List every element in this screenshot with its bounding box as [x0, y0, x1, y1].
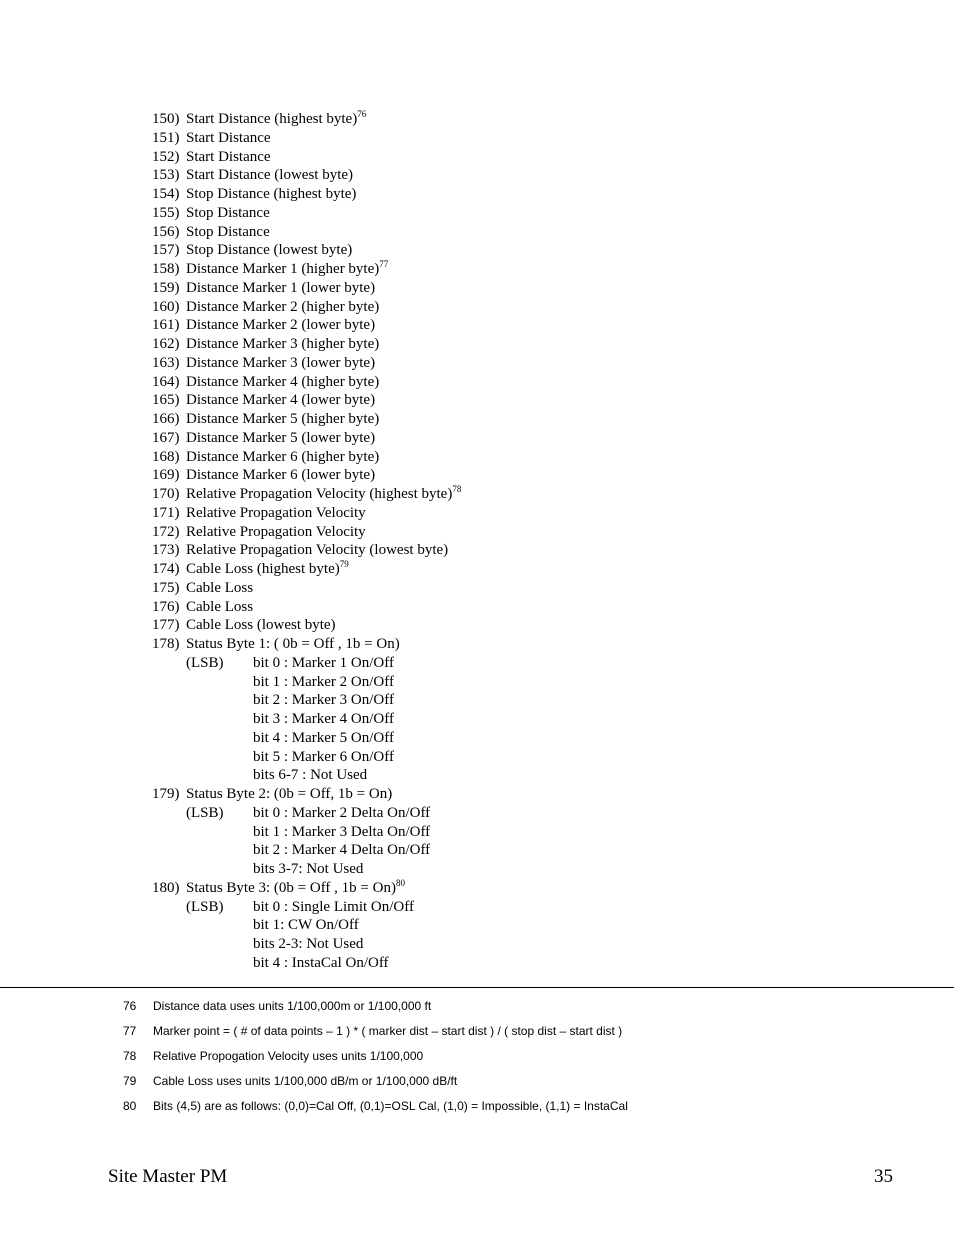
item-number: 167)	[152, 429, 180, 446]
item-text: Status Byte 3: (0b = Off , 1b = On)	[186, 879, 396, 896]
bit-description: bit 0 : Single Limit On/Off	[253, 898, 414, 915]
bit-row	[152, 898, 892, 917]
list-item	[152, 129, 892, 148]
bit-description: bit 4 : Marker 5 On/Off	[253, 729, 394, 746]
bit-description: bit 2 : Marker 3 On/Off	[253, 692, 394, 709]
item-text: Stop Distance	[186, 204, 270, 221]
bit-row	[152, 673, 892, 692]
list-item	[152, 560, 892, 579]
bit-row	[152, 954, 892, 973]
list-item	[152, 485, 892, 504]
list-item	[152, 279, 892, 298]
list-item	[152, 579, 892, 598]
item-number: 177)	[152, 617, 180, 634]
bit-row	[152, 654, 892, 673]
item-number: 173)	[152, 542, 180, 559]
item-text: Distance Marker 4 (lower byte)	[186, 392, 376, 409]
bit-row	[152, 935, 892, 954]
item-text: Relative Propagation Velocity	[186, 504, 366, 521]
item-text: Relative Propagation Velocity	[186, 523, 366, 540]
item-text: Distance Marker 6 (lower byte)	[186, 467, 376, 484]
item-number: 168)	[152, 448, 180, 465]
list-item	[152, 166, 892, 185]
footnote-number: 77	[123, 1024, 137, 1038]
footnote	[123, 1096, 903, 1121]
item-text: Start Distance (highest byte)	[186, 111, 358, 127]
list-item	[152, 335, 892, 354]
bit-row	[152, 823, 892, 842]
bit-description: bit 0 : Marker 1 On/Off	[253, 654, 394, 671]
list-item	[152, 316, 892, 335]
list-item	[152, 298, 892, 317]
bit-row	[152, 710, 892, 729]
footnote-ref: 77	[379, 259, 389, 269]
footnotes	[123, 996, 903, 1121]
list-item	[152, 541, 892, 560]
item-number: 155)	[152, 204, 180, 221]
item-text: Distance Marker 2 (higher byte)	[186, 298, 380, 315]
bit-row	[152, 691, 892, 710]
item-text: Cable Loss	[186, 579, 254, 596]
item-text: Distance Marker 4 (higher byte)	[186, 373, 380, 390]
list-item	[152, 879, 892, 898]
item-text: Stop Distance (lowest byte)	[186, 242, 353, 259]
footnote-divider	[0, 987, 954, 988]
item-text: Distance Marker 2 (lower byte)	[186, 317, 376, 334]
bit-description: bit 4 : InstaCal On/Off	[253, 954, 389, 971]
footnote	[123, 996, 903, 1021]
list-item	[152, 523, 892, 542]
item-number: 150)	[152, 111, 180, 127]
list-item	[152, 148, 892, 167]
footnote-number: 76	[123, 999, 137, 1013]
footnote-number: 78	[123, 1049, 137, 1063]
item-text: Distance Marker 1 (higher byte)	[186, 261, 380, 277]
list-item	[152, 110, 892, 129]
bit-description: bit 2 : Marker 4 Delta On/Off	[253, 842, 431, 859]
item-text: Start Distance	[186, 148, 271, 165]
bit-row	[152, 766, 892, 785]
item-number: 153)	[152, 167, 180, 184]
item-number: 164)	[152, 373, 180, 390]
item-text: Relative Propagation Velocity (highest byte)	[186, 486, 453, 502]
list-item	[152, 635, 892, 654]
footnote	[123, 1021, 903, 1046]
item-text: Stop Distance (highest byte)	[186, 186, 357, 202]
bit-description: bit 1 : Marker 3 Delta On/Off	[253, 823, 431, 840]
item-text: Start Distance (lowest byte)	[186, 167, 354, 184]
item-number: 151)	[152, 129, 180, 146]
item-number: 170)	[152, 486, 180, 502]
list-item	[152, 448, 892, 467]
item-number: 169)	[152, 467, 180, 484]
list-item	[152, 260, 892, 279]
bit-description: bit 1 : Marker 2 On/Off	[253, 673, 394, 690]
list-item	[152, 223, 892, 242]
bit-row	[152, 841, 892, 860]
footnote	[123, 1046, 903, 1071]
list-item	[152, 504, 892, 523]
item-text: Start Distance	[186, 129, 271, 146]
item-text: Distance Marker 5 (lower byte)	[186, 429, 376, 446]
list-item	[152, 185, 892, 204]
list-item	[152, 410, 892, 429]
item-number: 166)	[152, 411, 180, 427]
footnote-text: Marker point = ( # of data points – 1 ) * ( marker dist – start dist ) / ( stop dist – start dist )	[153, 1024, 623, 1038]
bit-description: bits 3-7: Not Used	[253, 861, 364, 877]
item-text: Distance Marker 6 (higher byte)	[186, 448, 380, 465]
item-number: 159)	[152, 279, 180, 296]
item-text: Cable Loss	[186, 598, 254, 615]
item-number: 175)	[152, 579, 180, 596]
page-number: 35	[874, 1166, 893, 1187]
bit-description: bit 3 : Marker 4 On/Off	[253, 711, 394, 727]
footnote	[123, 1071, 903, 1096]
byte-list	[152, 110, 892, 973]
footnote-number: 79	[123, 1074, 137, 1088]
footnote-ref: 79	[339, 559, 349, 569]
item-text: Distance Marker 1 (lower byte)	[186, 279, 376, 296]
item-text: Distance Marker 3 (higher byte)	[186, 336, 380, 352]
bit-description: bit 0 : Marker 2 Delta On/Off	[253, 804, 431, 821]
bit-row	[152, 916, 892, 935]
list-item	[152, 354, 892, 373]
footnote-text: Relative Propogation Velocity uses units 1/100,000	[153, 1049, 424, 1063]
item-number: 154)	[152, 186, 180, 202]
item-number: 165)	[152, 392, 180, 409]
item-number: 161)	[152, 317, 180, 334]
item-number: 163)	[152, 354, 180, 371]
item-text: Relative Propagation Velocity (lowest byte)	[186, 542, 449, 559]
list-item	[152, 429, 892, 448]
list-item	[152, 391, 892, 410]
list-item	[152, 466, 892, 485]
bit-row	[152, 804, 892, 823]
list-item	[152, 598, 892, 617]
footnote-ref: 76	[357, 109, 367, 119]
item-number: 178)	[152, 636, 180, 652]
item-text: Distance Marker 3 (lower byte)	[186, 354, 376, 371]
list-item	[152, 373, 892, 392]
item-text: Distance Marker 5 (higher byte)	[186, 411, 380, 427]
footnote-text: Distance data uses units 1/100,000m or 1/100,000 ft	[153, 999, 432, 1013]
item-number: 180)	[152, 879, 180, 896]
item-text: Cable Loss (highest byte)	[186, 561, 340, 577]
lsb-label: (LSB)	[186, 654, 224, 671]
bit-description: bit 5 : Marker 6 On/Off	[253, 748, 394, 765]
item-number: 179)	[152, 786, 180, 802]
item-text: Cable Loss (lowest byte)	[186, 617, 336, 634]
item-text: Status Byte 2: (0b = Off, 1b = On)	[186, 786, 393, 802]
bit-description: bit 1: CW On/Off	[253, 917, 359, 934]
list-item	[152, 616, 892, 635]
item-number: 152)	[152, 148, 180, 165]
item-number: 176)	[152, 598, 180, 615]
bit-description: bits 6-7 : Not Used	[253, 767, 368, 784]
bit-description: bits 2-3: Not Used	[253, 936, 364, 952]
footer-title: Site Master PM	[108, 1166, 228, 1187]
list-item	[152, 241, 892, 260]
bit-row	[152, 729, 892, 748]
item-number: 157)	[152, 242, 180, 259]
lsb-label: (LSB)	[186, 898, 224, 915]
footnote-text: Cable Loss uses units 1/100,000 dB/m or 1/100,000 dB/ft	[153, 1074, 458, 1088]
item-number: 160)	[152, 298, 180, 315]
item-number: 156)	[152, 223, 180, 240]
footnote-text: Bits (4,5) are as follows: (0,0)=Cal Off, (0,1)=OSL Cal, (1,0) = Impossible, (1,1) = InstaCal	[153, 1099, 628, 1113]
item-number: 162)	[152, 336, 180, 352]
item-number: 171)	[152, 504, 180, 521]
item-number: 172)	[152, 523, 180, 540]
footnote-number: 80	[123, 1099, 137, 1113]
list-item	[152, 785, 892, 804]
item-text: Stop Distance	[186, 223, 270, 240]
bit-row	[152, 860, 892, 879]
item-text: Status Byte 1: ( 0b = Off , 1b = On)	[186, 636, 400, 652]
item-number: 158)	[152, 261, 180, 277]
lsb-label: (LSB)	[186, 804, 224, 821]
item-number: 174)	[152, 561, 180, 577]
list-item	[152, 204, 892, 223]
footnote-ref: 78	[452, 484, 462, 494]
footnote-ref: 80	[395, 877, 405, 888]
bit-row	[152, 748, 892, 767]
